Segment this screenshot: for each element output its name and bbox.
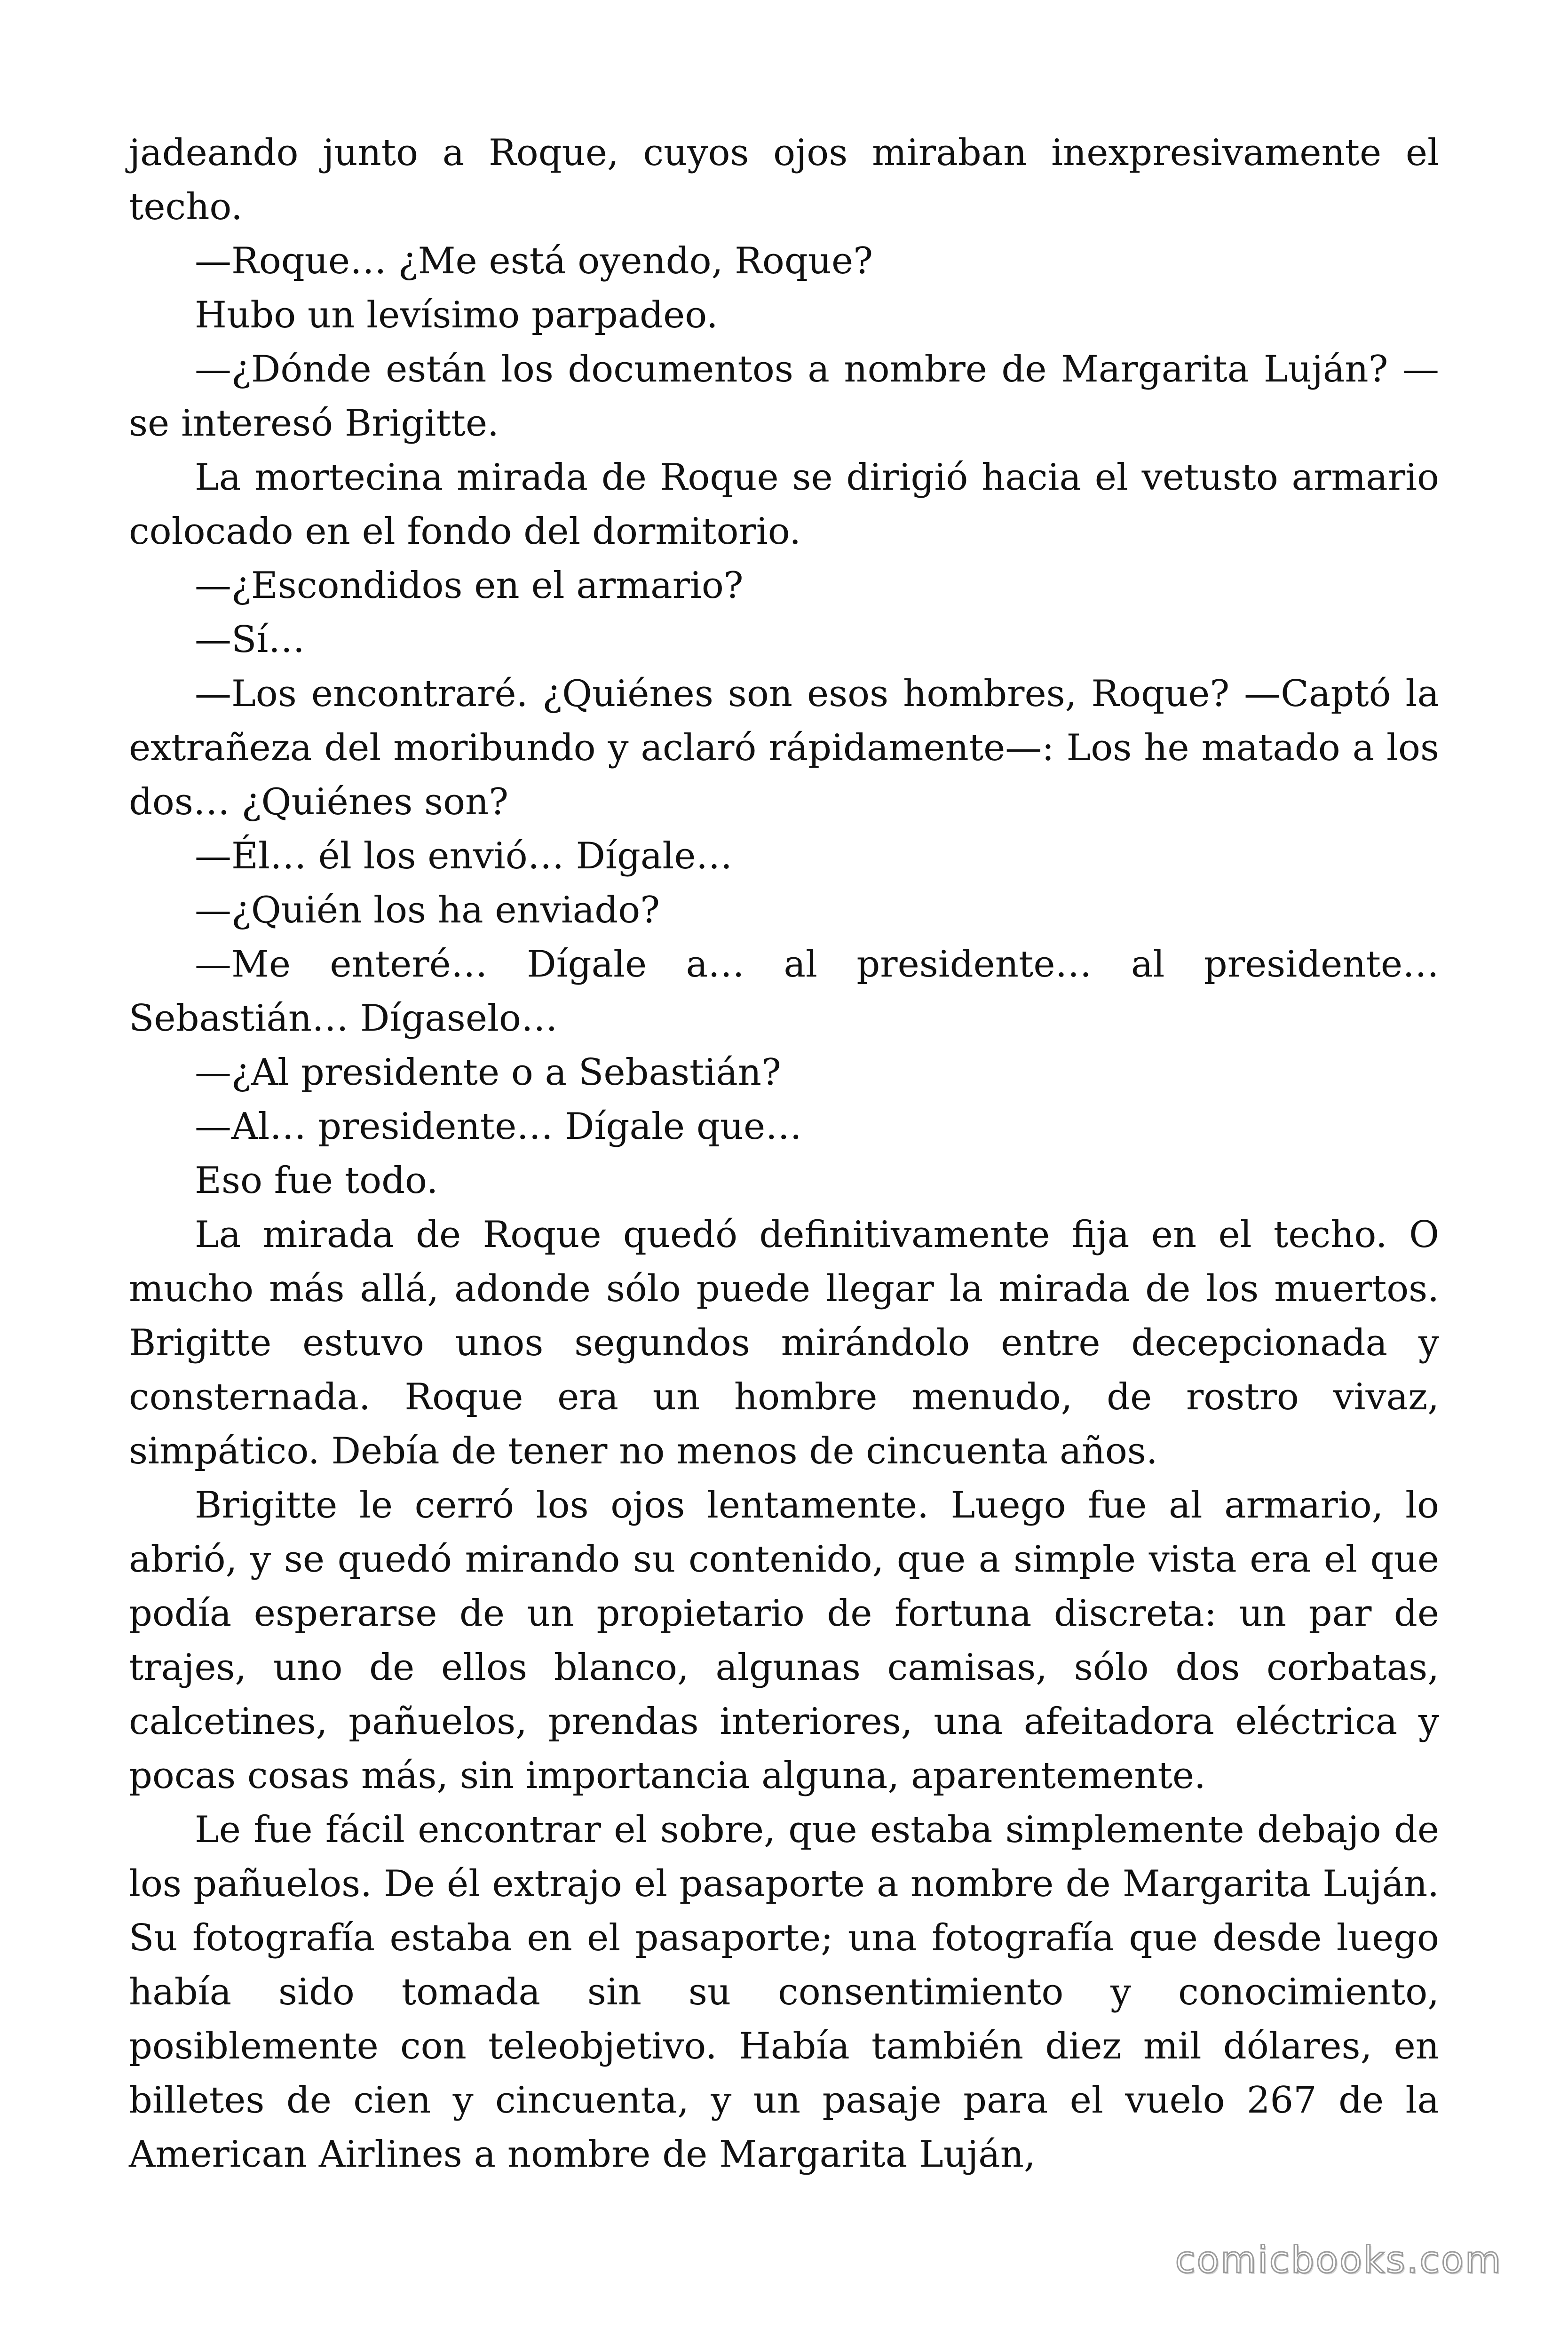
- paragraph-5: La mortecina mirada de Roque se dirigió hacia el vetusto armario colocado en el fondo del dormitorio.: [129, 456, 1439, 553]
- paragraph-12: —¿Al presidente o a Sebastián?: [195, 1051, 781, 1094]
- paragraph-2: —Roque… ¿Me está oyendo, Roque?: [195, 240, 873, 282]
- paragraph-13: —Al… presidente… Dígale que…: [195, 1105, 802, 1148]
- paragraph-15: La mirada de Roque quedó definitivamente fija en el techo. O mucho más allá, adonde sólo puede llegar la mirada de los muertos. Brigitte estuvo unos segundos mirándolo entre decepcionada y consternada. Roque era un hombre menudo, de rostro vivaz, simpático. Debía de tener no menos de cincuenta años.: [129, 1214, 1439, 1472]
- paragraph-3: Hubo un levísimo parpadeo.: [195, 294, 718, 336]
- paragraph-6: —¿Escondidos en el armario?: [195, 564, 744, 607]
- paragraph-11: —Me enteré… Dígale a… al presidente… al presidente… Sebastián… Dígaselo…: [129, 943, 1439, 1040]
- paragraph-8: —Los encontraré. ¿Quiénes son esos hombres, Roque? —Captó la extrañeza del moribundo y aclaró rápidamente—: Los he matado a los dos… ¿Quiénes son?: [129, 673, 1439, 823]
- watermark-logo: comicbooks.com: [1175, 2239, 1502, 2281]
- paragraph-14: Eso fue todo.: [195, 1160, 438, 1202]
- paragraph-1: jadeando junto a Roque, cuyos ojos miraban inexpresivamente el techo.: [129, 132, 1439, 228]
- paragraph-4: —¿Dónde están los documentos a nombre de Margarita Luján? —se interesó Brigitte.: [129, 348, 1439, 445]
- paragraph-16: Brigitte le cerró los ojos lentamente. Luego fue al armario, lo abrió, y se quedó mirando su contenido, que a simple vista era el que podía esperarse de un propietario de fortuna discreta: un par de trajes, uno de ellos blanco, algunas camisas, sólo dos corbatas, calcetines, pañuelos, prendas interiores, una afeitadora eléctrica y pocas cosas más, sin importancia alguna, aparentemente.: [129, 1484, 1439, 1797]
- paragraph-9: —Él… él los envió… Dígale…: [195, 835, 733, 877]
- page-body: [129, 126, 1439, 2182]
- paragraph-7: —Sí…: [195, 619, 305, 661]
- paragraph-10: —¿Quién los ha enviado?: [195, 889, 660, 931]
- paragraph-17: Le fue fácil encontrar el sobre, que estaba simplemente debajo de los pañuelos. De él extrajo el pasaporte a nombre de Margarita Luján. Su fotografía estaba en el pasaporte; una fotografía que desde luego había sido tomada sin su consentimiento y conocimiento, posiblemente con teleobjetivo. Había también diez mil dólares, en billetes de cien y cincuenta, y un pasaje para el vuelo 267 de la American Airlines a nombre de Margarita Luján,: [129, 1809, 1439, 2176]
